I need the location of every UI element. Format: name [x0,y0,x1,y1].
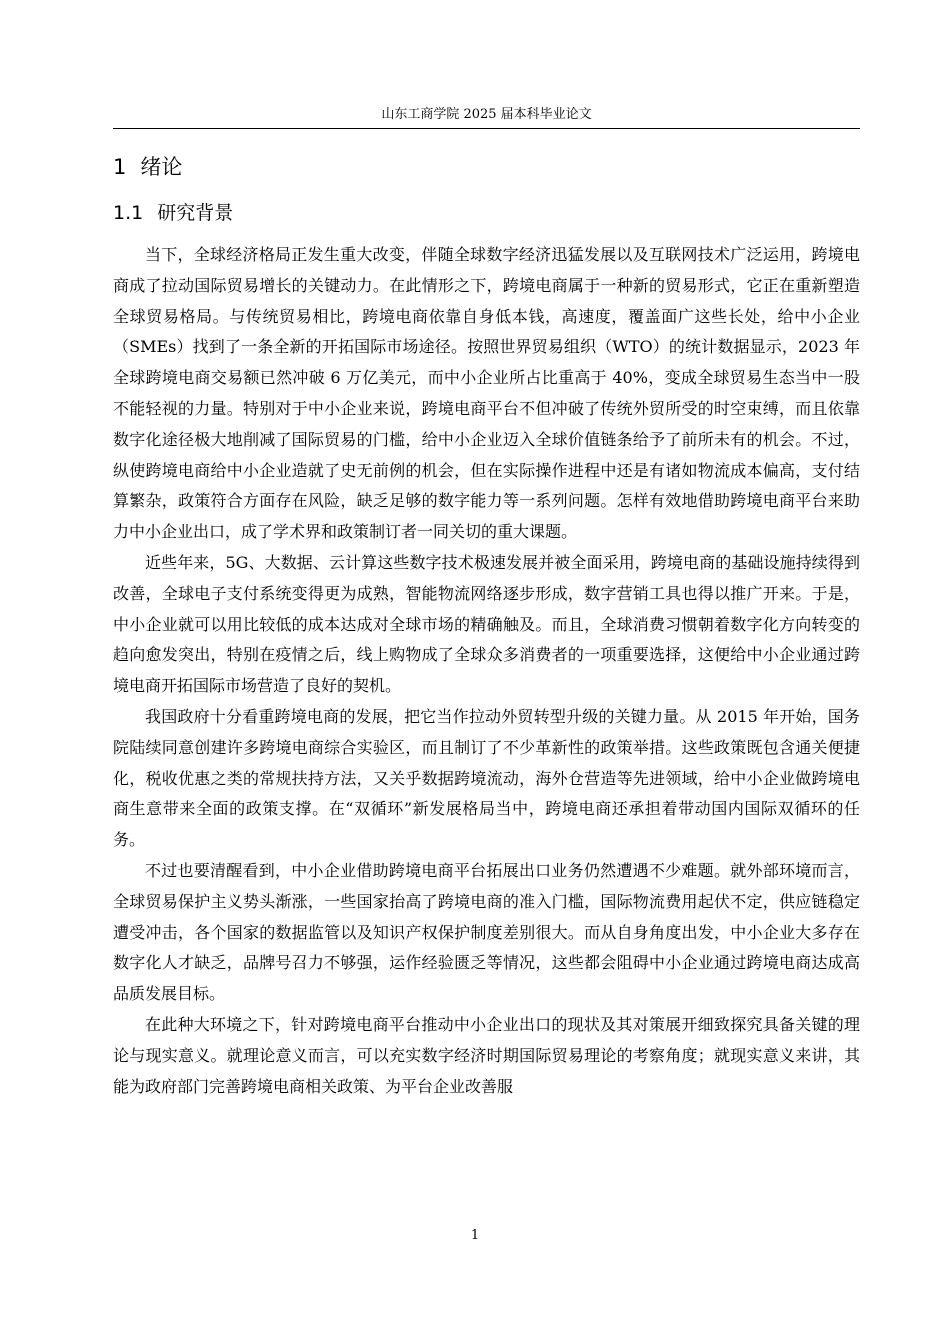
subsection-title: 研究背景 [157,202,234,224]
body-text [113,240,860,1102]
paragraph: 不过也要清醒看到，中小企业借助跨境电商平台拓展出口业务仍然遭遇不少难题。就外部环境而言，全球贸易保护主义势头渐涨，一些国家抬高了跨境电商的准入门槛，国际物流费用起伏不定，供应链稳定遭受冲击，各个国家的数据监管以及知识产权保护制度差别很大。而从自身角度出发，中小企业大多存在数字化人才缺乏，品牌号召力不够强，运作经验匮乏等情况，这些都会阻碍中小企业通过跨境电商达成高品质发展目标。 [113,860,860,1004]
paragraph: 我国政府十分看重跨境电商的发展，把它当作拉动外贸转型升级的关键力量。从 2015 年开始，国务院陆续同意创建许多跨境电商综合实验区，而且制订了不少革新性的政策举措。这些政策既包含通关便捷化，税收优惠之类的常规扶持方法，又关乎数据跨境流动，海外仓营造等先进领域，给中小企业做跨境电商生意带来全面的政策支撑。在“双循环”新发展格局当中，跨境电商还承担着带动国内国际双循环的任务。 [113,706,860,850]
running-header: 山东工商学院 2025 届本科毕业论文 [381,107,592,122]
subsection-heading [113,200,233,226]
section-heading [113,153,182,181]
page-number: 1 [470,1228,480,1243]
subsection-number: 1.1 [113,202,144,224]
paragraph: 近些年来，5G、大数据、云计算这些数字技术极速发展并被全面采用，跨境电商的基础设施持续得到改善，全球电子支付系统变得更为成熟，智能物流网络逐步形成，数字营销工具也得以推广开来。于是，中小企业就可以用比较低的成本达成对全球市场的精确触及。而且，全球消费习惯朝着数字化方向转变的趋向愈发突出，特别在疫情之后，线上购物成了全球众多消费者的一项重要选择，这便给中小企业通过跨境电商开拓国际市场营造了良好的契机。 [113,552,860,696]
paragraph: 在此种大环境之下，针对跨境电商平台推动中小企业出口的现状及其对策展开细致探究具备关键的理论与现实意义。就理论意义而言，可以充实数字经济时期国际贸易理论的考察角度；就现实意义来讲，其能为政府部门完善跨境电商相关政策、为平台企业改善服 [113,1014,860,1096]
paragraph: 当下，全球经济格局正发生重大改变，伴随全球数字经济迅猛发展以及互联网技术广泛运用，跨境电商成了拉动国际贸易增长的关键动力。在此情形之下，跨境电商属于一种新的贸易形式，它正在重新塑造全球贸易格局。与传统贸易相比，跨境电商依靠自身低本钱，高速度，覆盖面广这些长处，给中小企业（SMEs）找到了一条全新的开拓国际市场途径。按照世界贸易组织（WTO）的统计数据显示，2023 年全球跨境电商交易额已然冲破 6 万亿美元，而中小企业所占比重高于 40%，变成全球贸易生态当中一股不能轻视的力量。特别对于中小企业来说，跨境电商平台不但冲破了传统外贸所受的时空束缚，而且依靠数字化途径极大地削减了国际贸易的门槛，给中小企业迈入全球价值链条给予了前所未有的机会。不过，纵使跨境电商给中小企业造就了史无前例的机会，但在实际操作进程中还是有诸如物流成本偏高，支付结算繁杂，政策符合方面存在风险，缺乏足够的数字能力等一系列问题。怎样有效地借助跨境电商平台来助力中小企业出口，成了学术界和政策制订者一同关切的重大课题。 [113,245,860,542]
section-title: 绪论 [140,155,183,179]
section-number: 1 [113,155,127,179]
header-rule [113,128,860,129]
